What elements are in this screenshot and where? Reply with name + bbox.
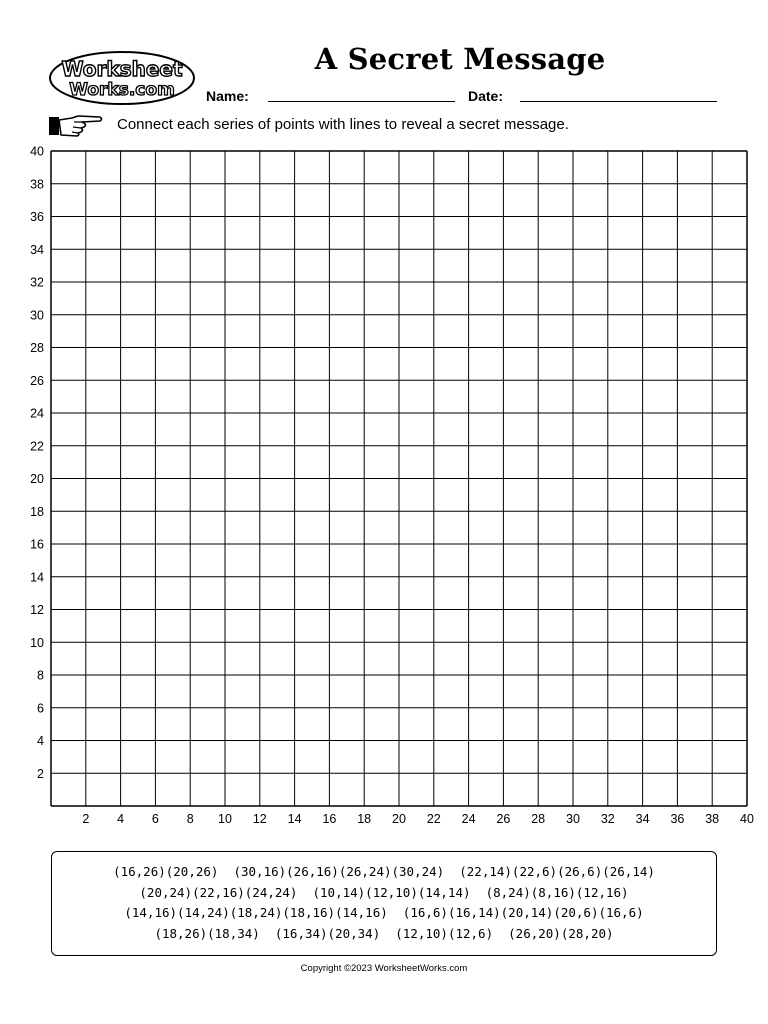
x-tick-label: 6 (151, 812, 159, 826)
clue-line-3: (14,16)(14,24)(18,24)(18,16)(14,16) (16,6)(16,14)(20,14)(20,6)(16,6) (124, 905, 644, 920)
y-tick-label: 12 (30, 603, 44, 617)
x-tick-label: 4 (117, 812, 125, 826)
y-tick-label: 26 (30, 373, 44, 388)
x-tick-label: 24 (461, 812, 476, 826)
logo-line1: Worksheet (61, 57, 183, 81)
y-tick-label: 10 (30, 635, 44, 650)
name-label: Name: (206, 88, 249, 104)
y-tick-label: 16 (30, 537, 44, 552)
x-tick-label: 20 (392, 812, 406, 826)
x-tick-label: 14 (287, 812, 302, 826)
date-label: Date: (468, 88, 504, 104)
y-tick-label: 22 (30, 439, 44, 454)
y-tick-label: 4 (37, 734, 44, 748)
x-tick-label: 28 (531, 812, 546, 826)
x-tick-label: 26 (496, 812, 511, 826)
x-tick-label: 22 (426, 812, 441, 826)
y-tick-label: 34 (30, 242, 44, 257)
x-tick-label: 38 (705, 812, 720, 826)
y-tick-label: 20 (30, 472, 44, 486)
y-tick-label: 18 (30, 504, 44, 519)
clue-line-1: (16,26)(20,26) (30,16)(26,16)(26,24)(30,24) (22,14)(22,6)(26,6)(26,14) (113, 864, 655, 879)
copyright-text: Copyright ©2023 WorksheetWorks.com (300, 963, 468, 974)
page-title: A Secret Message (314, 42, 606, 76)
y-tick-label: 38 (30, 177, 44, 192)
instructions-text: Connect each series of points with lines to reveal a secret message. (117, 116, 569, 133)
clue-line-4: (18,26)(18,34) (16,34)(20,34) (12,10)(12,6) (26,20)(28,20) (154, 925, 614, 941)
clue-box (51, 851, 717, 956)
x-tick-label: 2 (82, 812, 90, 826)
y-tick-label: 36 (30, 210, 44, 224)
y-tick-label: 6 (37, 701, 44, 716)
y-tick-label: 28 (30, 341, 44, 355)
y-tick-label: 40 (30, 144, 44, 159)
y-tick-label: 30 (30, 308, 44, 323)
y-tick-label: 14 (30, 570, 44, 585)
x-tick-label: 40 (740, 812, 754, 826)
y-tick-label: 24 (30, 406, 44, 421)
y-tick-label: 32 (30, 275, 44, 290)
logo-line2: Works.com (69, 80, 175, 100)
y-tick-label: 2 (37, 766, 44, 781)
x-tick-label: 30 (566, 812, 580, 826)
x-tick-label: 8 (186, 812, 194, 826)
x-tick-label: 12 (252, 812, 267, 826)
x-tick-label: 16 (322, 812, 337, 826)
clue-line-2: (20,24)(22,16)(24,24) (10,14)(12,10)(14,14) (8,24)(8,16)(12,16) (139, 884, 629, 900)
x-tick-label: 32 (600, 812, 615, 826)
x-tick-label: 36 (670, 812, 685, 826)
x-tick-label: 18 (357, 812, 372, 826)
y-tick-label: 8 (37, 668, 44, 683)
x-tick-label: 10 (218, 812, 232, 826)
x-tick-label: 34 (635, 812, 650, 826)
